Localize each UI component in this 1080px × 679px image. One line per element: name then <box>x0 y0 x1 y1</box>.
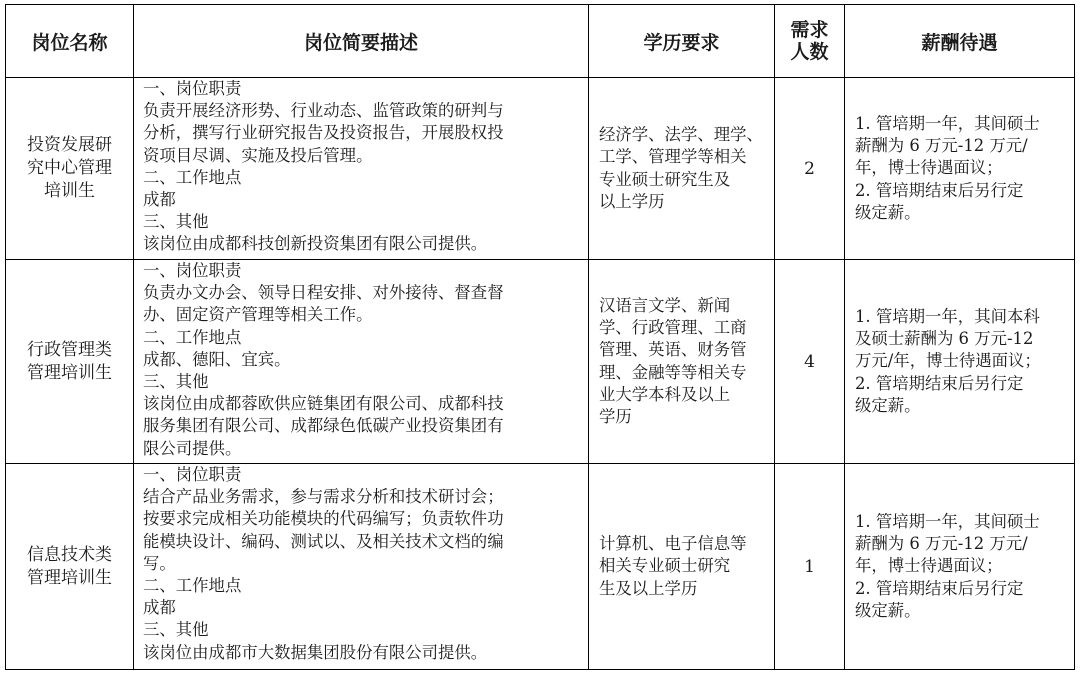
header-row <box>6 5 1075 78</box>
headcount: 2 <box>775 78 845 260</box>
education-requirement: 汉语言文学、新闻 学、行政管理、工商 管理、英语、财务管 理、金融等等相关专 业大学本科及以上 学历 <box>589 260 775 464</box>
header-count <box>775 5 845 78</box>
position-description: 一、岗位职责 负责办文办会、领导日程安排、对外接待、督查督 办、固定资产管理等相关工作。 二、工作地点 成都、德阳、宜宾。 三、其他 该岗位由成都蓉欧供应链集团有限公司、成都科技 服务集团有限公司、成都绿色低碳产业投资集团有 限公司提供。 <box>134 260 589 464</box>
salary-benefits: 1. 管培期一年，其间硕士 薪酬为 6 万元-12 万元/ 年，博士待遇面议； 2. 管培期结束后另行定 级定薪。 <box>845 464 1075 670</box>
header-count-line1: 需求 <box>790 19 829 41</box>
position-name: 投资发展研 究中心管理 培训生 <box>6 78 134 260</box>
headcount: 4 <box>775 260 845 464</box>
table-row <box>6 260 1075 464</box>
education-requirement: 经济学、法学、理学、 工学、管理学等相关 专业硕士研究生及 以上学历 <box>589 78 775 260</box>
position-name: 信息技术类 管理培训生 <box>6 464 134 670</box>
headcount: 1 <box>775 464 845 670</box>
table-row <box>6 464 1075 670</box>
salary-benefits: 1. 管培期一年，其间本科 及硕士薪酬为 6 万元-12 万元/年，博士待遇面议； 2. 管培期结束后另行定 级定薪。 <box>845 260 1075 464</box>
salary-benefits: 1. 管培期一年，其间硕士 薪酬为 6 万元-12 万元/ 年，博士待遇面议； 2. 管培期结束后另行定 级定薪。 <box>845 78 1075 260</box>
education-requirement: 计算机、电子信息等 相关专业硕士研究 生及以上学历 <box>589 464 775 670</box>
position-name: 行政管理类 管理培训生 <box>6 260 134 464</box>
header-count-line2: 人数 <box>790 41 829 63</box>
position-description: 一、岗位职责 负责开展经济形势、行业动态、监管政策的研判与 分析，撰写行业研究报告及投资报告，开展股权投 资项目尽调、实施及投后管理。 二、工作地点 成都 三、其他 该岗位由成都科技创新投资集团有限公司提供。 <box>134 78 589 260</box>
header-education: 学历要求 <box>589 5 775 78</box>
header-salary: 薪酬待遇 <box>845 5 1075 78</box>
job-table <box>5 4 1075 670</box>
header-description: 岗位简要描述 <box>134 5 589 78</box>
table-row <box>6 78 1075 260</box>
header-position: 岗位名称 <box>6 5 134 78</box>
position-description: 一、岗位职责 结合产品业务需求，参与需求分析和技术研讨会； 按要求完成相关功能模块的代码编写；负责软件功 能模块设计、编码、测试以、及相关技术文档的编 写。 二、工作地点 成都 三、其他 该岗位由成都市大数据集团股份有限公司提供。 <box>134 464 589 670</box>
